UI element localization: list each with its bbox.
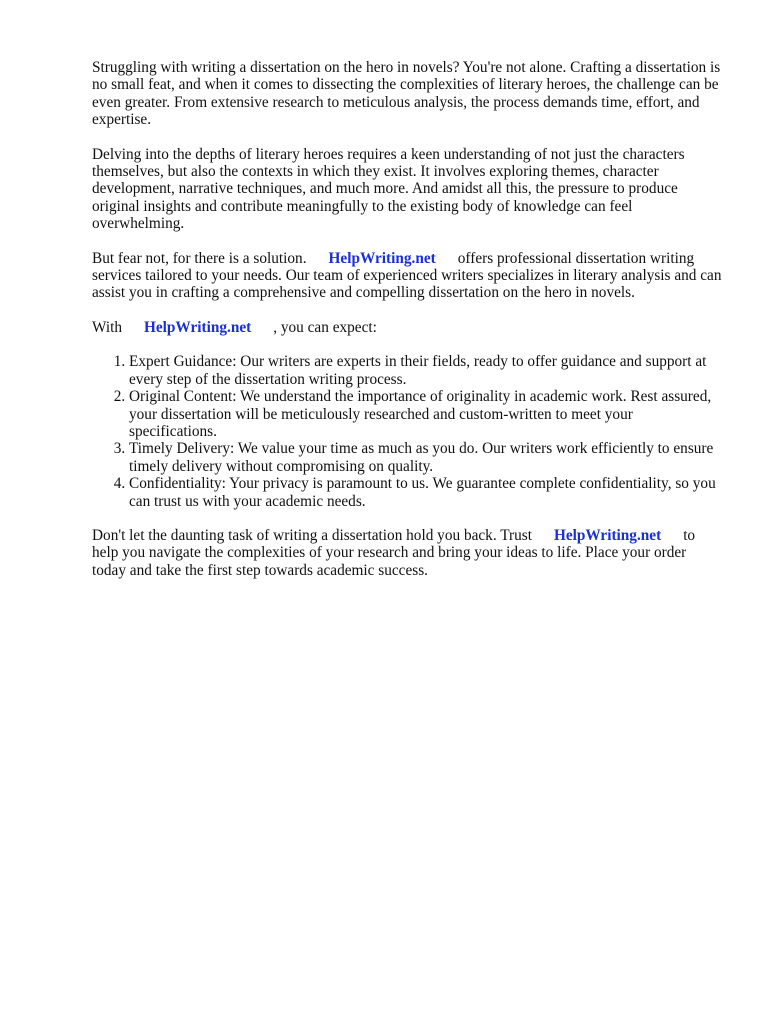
closing-text-after: to help you navigate the complexities of your research and bring your ideas to life. Place your order today and take the first step towards academic success. xyxy=(92,526,696,579)
expect-paragraph xyxy=(92,319,722,336)
solution-text-after: offers professional dissertation writing services tailored to your needs. Our team of experienced writers specializes in literary analysis and can assist you in crafting a comprehensive and compelling dissertation on the hero in novels. xyxy=(92,249,722,302)
expect-text-after: , you can expect: xyxy=(273,318,377,336)
closing-text-before: Don't let the daunting task of writing a dissertation hold you back. Trust xyxy=(92,526,532,544)
list-item: 4. Confidentiality: Your privacy is paramount to us. We guarantee complete confidentiality, so you can trust us with your academic needs. xyxy=(129,475,722,510)
closing-paragraph xyxy=(92,527,722,579)
solution-paragraph xyxy=(92,250,722,302)
helpwriting-link[interactable]: HelpWriting.net xyxy=(143,318,252,336)
list-item: 3. Timely Delivery: We value your time as much as you do. Our writers work efficiently to ensure timely delivery without compromising on quality. xyxy=(129,440,722,475)
helpwriting-link[interactable]: HelpWriting.net xyxy=(328,249,436,267)
intro-paragraph: Struggling with writing a dissertation on the hero in novels? You're not alone. Crafting a dissertation is no small feat, and when it comes to dissecting the complexities of literary heroes, the challenge can be even greater. From extensive research to meticulous analysis, the process demands time, effort, and expertise. xyxy=(92,59,721,129)
list-item: 1. Expert Guidance: Our writers are experts in their fields, ready to offer guidance and support at every step of the dissertation writing process. xyxy=(129,353,722,388)
benefits-list xyxy=(92,353,722,510)
solution-text-before: But fear not, for there is a solution. xyxy=(92,249,307,267)
helpwriting-link[interactable]: HelpWriting.net xyxy=(553,526,662,544)
document-page xyxy=(92,59,722,596)
depths-paragraph: Delving into the depths of literary heroes requires a keen understanding of not just the characters themselves, but also the contexts in which they exist. It involves exploring themes, character development, narrative techniques, and much more. And amidst all this, the pressure to produce original insights and contribute meaningfully to the existing body of knowledge can feel overwhelming. xyxy=(92,145,685,233)
expect-text-before: With xyxy=(92,318,122,336)
list-item: 2. Original Content: We understand the importance of originality in academic work. Rest assured, your dissertation will be meticulously researched and custom-written to meet your specifications. xyxy=(129,388,722,440)
